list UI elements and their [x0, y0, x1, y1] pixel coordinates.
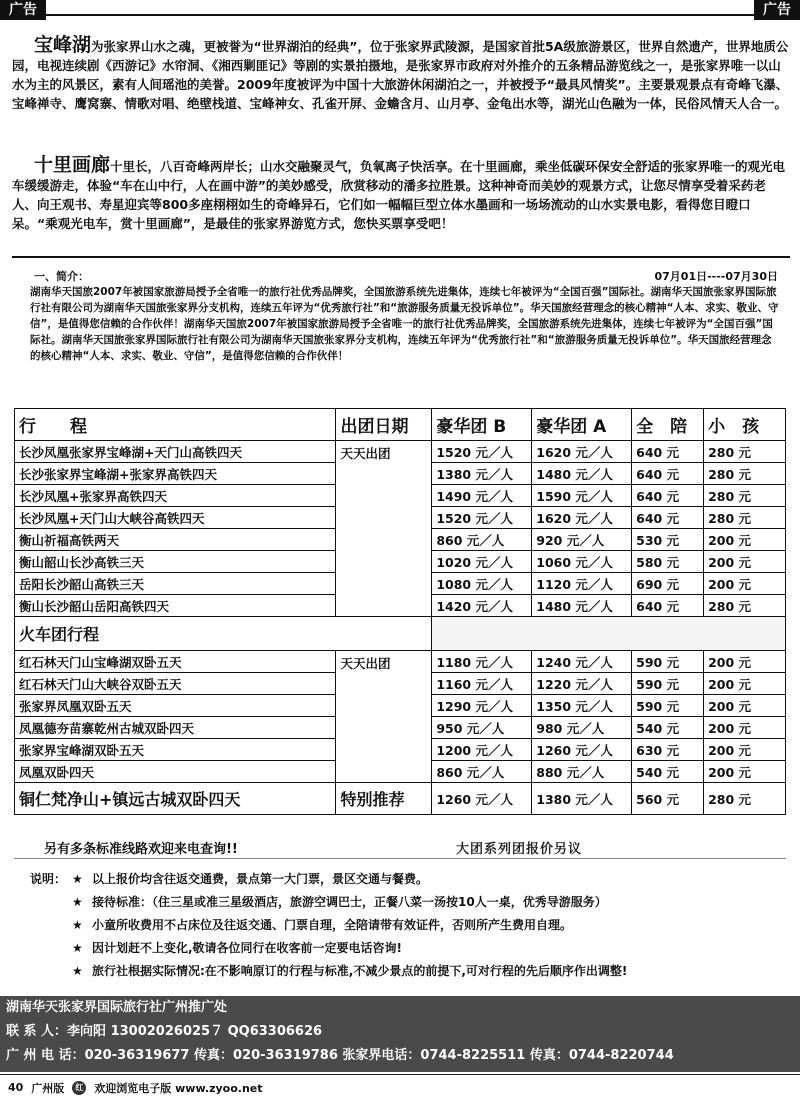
price-b-cell: 1260 元／人: [432, 783, 532, 815]
route-cell: 红石林天门山宝峰湖双卧五天: [15, 651, 336, 673]
train-section-title: 火车团行程: [15, 617, 432, 651]
price-table: [14, 408, 786, 815]
escort-cell: 640 元: [632, 507, 704, 529]
brief-text: 湖南华天国旅2007年被国家旅游局授予全省唯一的旅行社优秀品牌奖，全国旅游系统先进集体，连续七年被评为“全国百强”国际社。湖南华天国旅张家界国际旅行社有限公司为湖南华天国旅张家界分支机构，连续五年评为“优秀旅行社”和“旅游服务质量无投诉单位”。华天国旅经营理念的核心精神“人本、求实、敬业、守信”，是值得您信赖的合作伙伴！湖南华天国旅2007年被国家旅游局授予全省唯一的旅行社优秀品牌奖，全国旅游系统先进集体，连续七年被评为“全国百强”国际社。湖南华天国旅张家界国际旅行社有限公司为湖南华天国旅张家界分支机构，连续五年评为“优秀旅行社”和“旅游服务质量无投诉单位”。华天国旅经营理念的核心精神“人本、求实、敬业、守信”，是值得您信赖的合作伙伴！: [30, 286, 779, 362]
agency-name: 湖南华天张家界国际旅行社广州推广处: [6, 1000, 228, 1015]
note-item: [30, 937, 790, 960]
group-price-note: 大团系列团报价另议: [456, 842, 583, 857]
escort-cell: 590 元: [632, 651, 704, 673]
note-text: 以上报价均含往返交通费，景点第一大门票，景区交通与餐费。: [92, 872, 429, 886]
price-b-cell: 860 元／人: [432, 761, 532, 783]
price-a-cell: 1260 元／人: [532, 739, 632, 761]
header-date: 出团日期: [336, 409, 432, 441]
price-b-cell: 1180 元／人: [432, 651, 532, 673]
edition-label: 广州版: [31, 1081, 65, 1095]
child-cell: 200 元: [704, 551, 786, 573]
special-row: [15, 783, 786, 815]
price-b-cell: 950 元／人: [432, 717, 532, 739]
escort-cell: 640 元: [632, 463, 704, 485]
route-cell: 红石林天门山大峡谷双卧五天: [15, 673, 336, 695]
intro-baofeng-title: 宝峰湖: [34, 34, 92, 56]
notes-section: [30, 868, 790, 983]
route-cell: 张家界凤凰双卧五天: [15, 695, 336, 717]
route-cell: 张家界宝峰湖双卧五天: [15, 739, 336, 761]
price-a-cell: 1240 元／人: [532, 651, 632, 673]
child-cell: 200 元: [704, 651, 786, 673]
brief-heading: 一、简介：: [34, 270, 89, 283]
escort-cell: 640 元: [632, 595, 704, 617]
price-b-cell: 1380 元／人: [432, 463, 532, 485]
price-a-cell: 1060 元／人: [532, 551, 632, 573]
brief-dates: 07月01日----07月30日: [654, 270, 778, 283]
intro-gallery: [12, 156, 790, 233]
price-b-cell: 1520 元／人: [432, 507, 532, 529]
intro-baofeng-lake: [12, 36, 790, 113]
note-item: [30, 868, 790, 891]
special-route-cell: 铜仁梵净山+镇远古城双卧四天: [15, 783, 336, 815]
route-cell: 衡山韶山长沙高铁三天: [15, 551, 336, 573]
intro-gallery-text: 十里长，八百奇峰两岸长；山水交融聚灵气，负氧离子快活享。在十里画廊，乘坐低碳环保安全舒适的张家界唯一的观光电车缓缓游走，体验“车在山中行，人在画中游”的美妙感受，欣赏移动的潘多拉胜景。这种神奇而美妙的观景方式，让您尽情享受着采药老人、向王观书、寿星迎宾等800多座栩栩如生的奇峰异石，它们如一幅幅巨型立体水墨画和一场场流动的山水实景电影，看得您目瞪口呆。“乘观光电车，赏十里画廊”，是最佳的张家界游览方式，您快买票享受吧！: [12, 159, 786, 231]
contact-phones: 广 州 电 话：020-36319677 传真：020-36319786 张家界电话：0744-8225511 传真：0744-8220744: [6, 1048, 674, 1063]
price-a-cell: 1620 元／人: [532, 441, 632, 463]
special-recommend-cell: 特别推荐: [336, 783, 432, 815]
route-cell: 凤凰德夯苗寨乾州古城双卧四天: [15, 717, 336, 739]
price-b-cell: 1080 元／人: [432, 573, 532, 595]
train-date-cell: 天天出团: [336, 651, 432, 783]
header-child: 小 孩: [704, 409, 786, 441]
escort-cell: 530 元: [632, 529, 704, 551]
child-cell: 200 元: [704, 717, 786, 739]
section-divider: [12, 256, 790, 258]
price-a-cell: 920 元／人: [532, 529, 632, 551]
price-a-cell: 1220 元／人: [532, 673, 632, 695]
escort-cell: 640 元: [632, 441, 704, 463]
note-item: [30, 960, 790, 983]
header-escort: 全 陪: [632, 409, 704, 441]
train-section-row: [15, 617, 786, 651]
header-luxury-b: 豪华团 B: [432, 409, 532, 441]
price-a-cell: 1480 元／人: [532, 595, 632, 617]
rail-date-cell: 天天出团: [336, 441, 432, 617]
price-a-cell: 880 元／人: [532, 761, 632, 783]
note-text: 因计划赶不上变化,敬请各位同行在收客前一定要电话咨询!: [92, 941, 403, 955]
price-a-cell: 1380 元／人: [532, 783, 632, 815]
page-number: 40: [8, 1081, 24, 1094]
website-link[interactable]: 欢迎浏览电子版 www.zyoo.net: [94, 1081, 263, 1095]
route-cell: 岳阳长沙韶山高铁三天: [15, 573, 336, 595]
price-a-cell: 980 元／人: [532, 717, 632, 739]
magazine-logo-icon: 红: [72, 1081, 86, 1095]
child-cell: 200 元: [704, 673, 786, 695]
page-footer: [0, 1074, 800, 1100]
child-cell: 280 元: [704, 507, 786, 529]
train-section-blank: [432, 617, 786, 651]
price-b-cell: 1020 元／人: [432, 551, 532, 573]
child-cell: 280 元: [704, 485, 786, 507]
escort-cell: 540 元: [632, 717, 704, 739]
note-text: 旅行社根据实际情况:在不影响原订的行程与标准,不减少景点的前提下,可对行程的先后顺序作出调整!: [92, 964, 628, 978]
child-cell: 280 元: [704, 595, 786, 617]
escort-cell: 540 元: [632, 761, 704, 783]
price-b-cell: 1290 元／人: [432, 695, 532, 717]
price-a-cell: 1120 元／人: [532, 573, 632, 595]
child-cell: 280 元: [704, 441, 786, 463]
table-header-row: [15, 409, 786, 441]
escort-cell: 560 元: [632, 783, 704, 815]
price-b-cell: 1200 元／人: [432, 739, 532, 761]
notes-divider: [14, 858, 786, 859]
escort-cell: 630 元: [632, 739, 704, 761]
escort-cell: 590 元: [632, 695, 704, 717]
star-icon: ★: [72, 895, 83, 909]
price-b-cell: 860 元／人: [432, 529, 532, 551]
top-rule: [46, 14, 754, 16]
intro-gallery-title: 十里画廊: [34, 154, 111, 176]
route-cell: 长沙凤凰+天门山大峡谷高铁四天: [15, 507, 336, 529]
note-item: [30, 891, 790, 914]
price-a-cell: 1620 元／人: [532, 507, 632, 529]
star-icon: ★: [72, 941, 83, 955]
price-b-cell: 1490 元／人: [432, 485, 532, 507]
child-cell: 200 元: [704, 529, 786, 551]
child-cell: 280 元: [704, 463, 786, 485]
star-icon: ★: [72, 964, 83, 978]
ad-label-left: 广告: [0, 0, 46, 20]
ad-label-right: 广告: [754, 0, 800, 20]
child-cell: 200 元: [704, 761, 786, 783]
child-cell: 200 元: [704, 573, 786, 595]
child-cell: 200 元: [704, 695, 786, 717]
route-cell: 长沙凤凰张家界宝峰湖+天门山高铁四天: [15, 441, 336, 463]
child-cell: 280 元: [704, 783, 786, 815]
note-item: [30, 914, 790, 937]
escort-cell: 590 元: [632, 673, 704, 695]
route-cell: 凤凰双卧四天: [15, 761, 336, 783]
star-icon: ★: [72, 872, 83, 886]
child-cell: 200 元: [704, 739, 786, 761]
price-a-cell: 1480 元／人: [532, 463, 632, 485]
contact-footer: [0, 996, 800, 1072]
escort-cell: 580 元: [632, 551, 704, 573]
price-b-cell: 1420 元／人: [432, 595, 532, 617]
escort-cell: 690 元: [632, 573, 704, 595]
table-row: [15, 441, 786, 463]
star-icon: ★: [72, 918, 83, 932]
price-b-cell: 1520 元／人: [432, 441, 532, 463]
more-lines-note: 另有多条标准线路欢迎来电查询!!: [44, 842, 238, 857]
route-cell: 长沙张家界宝峰湖+张家界高铁四天: [15, 463, 336, 485]
escort-cell: 640 元: [632, 485, 704, 507]
header-route: 行 程: [15, 409, 336, 441]
notes-label: 说明：: [30, 872, 67, 886]
route-cell: 衡山祈福高铁两天: [15, 529, 336, 551]
note-text: 小童所收费用不占床位及往返交通、门票自理，全陪请带有效证件，否则所产生费用自理。: [92, 918, 573, 932]
contact-person: 联 系 人：李向阳 13002026025７ QQ63306626: [6, 1024, 323, 1039]
price-a-cell: 1350 元／人: [532, 695, 632, 717]
intro-baofeng-text: 为张家界山水之魂，更被誉为“世界湖泊的经典”，位于张家界武陵源，是国家首批5A级旅游景区，世界自然遗产，世界地质公园，电视连续剧《西游记》水帘洞、《湘西剿匪记》等剧的实景拍摄地，是张家界市政府对外推介的五条精品游览线之一，是张家界唯一以山水为主的风景区，素有人间瑶池的美誉。2009年度被评为中国十大旅游休闲湖泊之一，并被授予“最具风情奖”。主要景观景点有奇峰飞瀑、宝峰禅寺、鹰窝寨、情歌对唱、绝壁栈道、宝峰神女、孔雀开屏、金蟾含月、山月亭、金龟出水等，湖光山色融为一体，民俗风情天人合一。: [12, 39, 789, 111]
header-luxury-a: 豪华团 A: [532, 409, 632, 441]
table-row: [15, 651, 786, 673]
price-a-cell: 1590 元／人: [532, 485, 632, 507]
route-cell: 长沙凤凰+张家界高铁四天: [15, 485, 336, 507]
note-text: 接待标准：（住三星或准三星级酒店，旅游空调巴士，正餐八菜一汤按10人一桌，优秀导游服务）: [92, 895, 607, 909]
route-cell: 衡山长沙韶山岳阳高铁四天: [15, 595, 336, 617]
price-b-cell: 1160 元／人: [432, 673, 532, 695]
